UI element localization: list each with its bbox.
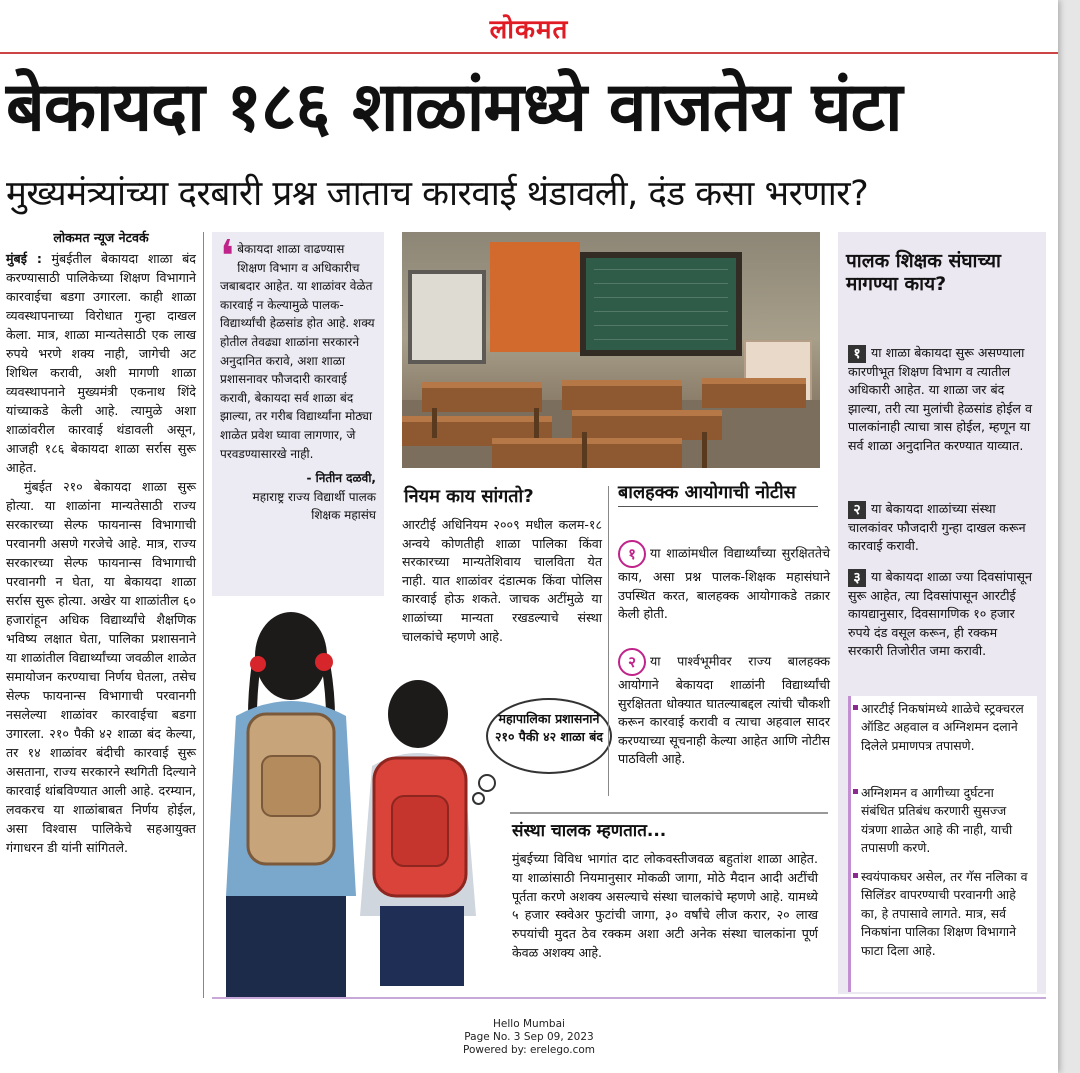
bullet-icon (853, 705, 858, 710)
classroom-desk (422, 382, 542, 412)
classroom-blackboard (580, 252, 742, 356)
headline: बेकायदा १८६ शाळांमध्ये वाजतेय घंटा (6, 68, 902, 147)
demands-title: पालक शिक्षक संघाच्या मागण्या काय? (846, 250, 1001, 295)
notice-item (618, 540, 830, 624)
column-divider (608, 486, 609, 796)
classroom-desk (562, 380, 682, 410)
notice-item (618, 648, 830, 769)
institutions-text: मुंबईच्या विविध भागांत दाट लोकवस्तीजवळ बहुतांश शाळा आहेत. या शाळांसाठी नियमानुसार मोकळी जागा, मोठे मैदान आदी अटींची पूर्तता करणे अशक्य असल्याचे संस्था चालकांचे म्हणणे आहे. यामध्ये ५ हजार स्क्वेअर फुटांची जागा, ३० वर्षांचे लीज करार, २० लाख रुपयांची मुदत ठेव रक्कम अशा अटी अनेक संस्था चालकांना पूर्ण केवळ अशक्य आहे. (512, 851, 818, 960)
article-body (6, 228, 196, 857)
demand-text: या बेकायदा शाळांच्या संस्था चालकांवर फौजदारी गुन्हा दाखल करून कारवाई करावी. (848, 501, 1026, 554)
classroom-window (408, 270, 486, 364)
quote-author: - नितीन दळवी, (306, 471, 376, 486)
dateline: मुंबई : (6, 251, 42, 266)
speech-bubble-tail (478, 774, 496, 792)
bullet-icon (853, 873, 858, 878)
footer-edition: Hello Mumbai (493, 1018, 565, 1030)
byline: लोकमत न्यूज नेटवर्क (53, 230, 149, 245)
rules-text: आरटीई अधिनियम २००९ मधील कलम-१८ अन्वये कोणतीही शाळा पालिका किंवा सरकारच्या मान्यतेशिवाय चालविता येत नाही. यात शाळांवर दंडात्मक किंवा पोलिस कारवाई होऊ शकते. जाचक अटींमुळे या शाळांच्या मान्यता रखडल्याचे संस्था चालकांचे म्हणणे आहे. (402, 517, 602, 644)
institutions-title: संस्था चालक म्हणतात... (512, 821, 667, 841)
checklist-item: स्वयंपाकघर असेल, तर गॅस नलिका व सिलिंडर वापरण्याची परवानगी आहे का, हे तपासावे लागते. मात्र, सर्व निकषांना पालिका शिक्षण विभागाने फाटा दिला आहे. (861, 868, 1031, 960)
checklist-item: आरटीई निकषांमध्ये शाळेचे स्ट्रक्चरल ऑडिट अहवाल व अग्निशमन दलाने दिलेले प्रमाणपत्र तपासणे. (861, 700, 1031, 755)
bottom-rule (212, 997, 1046, 999)
classroom-desk (702, 378, 806, 408)
demand-item (848, 344, 1036, 456)
quote-box (212, 232, 384, 596)
notice-title: बालहक्क आयोगाची नोटीस (618, 482, 818, 507)
classroom-desk (492, 438, 682, 468)
footer-page-date: Page No. 3 Sep 09, 2023 (464, 1031, 594, 1043)
notice-text: या शाळांमधील विद्यार्थ्यांच्या सुरक्षिततेचे काय, असा प्रश्न पालक-शिक्षक महासंघाने उपस्थित करत, बालहक्क आयोगाकडे तक्रार केली होती. (618, 545, 830, 622)
notice-number: २ (618, 648, 646, 676)
notice-text: या पार्श्वभूमीवर राज्य बालहक्क आयोगाने बेकायदा शाळांनी विद्यार्थ्यांची सुरक्षितता धोक्यात घातल्याबद्दल त्यांची चौकशी करून कारवाई करावी व त्याचा अहवाल सादर करण्याच्या सूचनाही केल्या आहेत आणि नोटीस पाठविली आहे. (618, 653, 830, 767)
section-rule (510, 812, 828, 814)
quote-designation: महाराष्ट्र राज्य विद्यार्थी पालक शिक्षक महासंघ (252, 489, 376, 523)
bullet-icon (853, 789, 858, 794)
notice-number: १ (618, 540, 646, 568)
demand-number: १ (848, 345, 866, 363)
demand-text: या शाळा बेकायदा सुरू असण्याला कारणीभूत शिक्षण विभाग व त्यातील अधिकारी आहेत. या शाळा जर बंद झाल्या, तरी त्या मुलांची हेळसांड होईल व पालकांनाही त्याचा त्रास होईल, म्हणून या सर्व शाळा अनुदानित करण्यात याव्यात. (848, 345, 1032, 453)
classroom-photo (402, 232, 820, 468)
demand-text: या बेकायदा शाळा ज्या दिवसांपासून सुरू आहेत, त्या दिवसांपासून आरटीई कायद्यानुसार, दिवसागणिक १० हजार रुपये दंड वसूल करून, ही रक्कम सरकारी तिजोरीत जमा करावी. (848, 569, 1033, 659)
speech-bubble: महापालिका प्रशासनाने २१० पैकी ४२ शाळा बंद (486, 698, 612, 774)
demand-item (848, 568, 1036, 661)
classroom-wall-poster (490, 242, 580, 352)
subheadline: मुख्यमंत्र्यांच्या दरबारी प्रश्न जाताच कारवाई थंडावली, दंड कसा भरणार? (6, 174, 869, 214)
demands-checklist (848, 696, 1037, 992)
demand-item (848, 500, 1036, 556)
masthead-logo: लोकमत (489, 15, 569, 45)
classroom-desk (572, 410, 722, 440)
body-paragraph-2: मुंबईत २१० बेकायदा शाळा सुरू होत्या. या शाळांना मान्यतेसाठी राज्य सरकारच्या सेल्फ फायनान्स विभागाची परवानगी असणे गरजेचे आहे. मात्र, राज्य सरकारच्या सेल्फ फायनान्स विभागाची परवानगी न घेता, या बेकायदा शाळा सर्रास सुरू होत्या. अखेर या शाळांतील ६० हजारांहून अधिक विद्यार्थ्यांचे शैक्षणिक भविष्य लक्षात घेता, पालिका प्रशासनाने या शाळांतील विद्यार्थ्यांच्या जवळील शाळेत समायोजन करण्याचा निर्णय घेतला, तसेच सेल्फ फायनान्स विभागाची परवानगी नसलेल्या शाळांवर कारवाईचा बडगा उगारला. २१० पैकी ४२ शाळा बंद केल्या, तर १४ शाळांवर बंदीची कारवाई सुरू असताना, राज्य सरकारने स्थगिती दिल्याने कारवाई थांबविण्यात आली आहे. दरम्यान, लवकरच या शाळांबाबत निर्णय होईल, असा विश्वास पालिकेचे सहआयुक्त गंगाधरन डी यांनी सांगितले. (6, 479, 196, 855)
body-paragraph-1: मुंबईतील बेकायदा शाळा बंद करण्यासाठी पालिकेच्या शिक्षण विभागाने कारवाईचा बडगा उगारला. काही शाळा व्यवस्थापनाच्या विरोधात गुन्हा दाखल केला. मात्र, शाळा मान्यतेसाठी एक लाख रुपये भरणे शक्य नाही, जागेची अट शिथिल करावी, अशी मागणी शाळा व्यवस्थापनाने मुख्यमंत्री एकनाथ शिंदे यांच्याकडे केली आहे. त्यामुळे अशा शाळांवरील कारवाई थंडावली असून, आजही १८६ बेकायदा शाळा सर्रास सुरू आहेत. (6, 251, 196, 475)
page-footer (0, 1018, 1058, 1057)
demand-number: ३ (848, 569, 866, 587)
quote-mark-icon: ❛ (220, 231, 235, 282)
footer-powered-link[interactable]: Powered by: erelego.com (462, 1044, 596, 1056)
checklist-item: अग्निशमन व आगीच्या दुर्घटना संबंधित प्रतिबंध करणारी सुसज्ज यंत्रणा शाळेत आहे की नाही, याची तपासणी करणे. (861, 784, 1031, 858)
children-backpack-photo (196, 606, 510, 998)
quote-text: बेकायदा शाळा वाढण्यास शिक्षण विभाग व अधिकारीच जबाबदार आहेत. या शाळांवर वेळेत कारवाई न केल्यामुळे पालक- विद्यार्थ्यांची हेळसांड होत आहे. शक्य होतील तेवढ्या शाळांना सरकारने अनुदानित करावे, अशा शाळा प्रशासनावर फौजदारी कारवाई करावी, बेकायदा सर्व शाळा बंद झाल्या, तर गरीब विद्यार्थ्यांना मोठ्या शाळेत प्रवेश घ्यावा लागणार, जे परवडण्यासारखे नाही. (220, 242, 375, 461)
masthead-rule (0, 52, 1058, 54)
rules-title: नियम काय सांगतो? (404, 486, 534, 507)
demand-number: २ (848, 501, 866, 519)
speech-bubble-tail (472, 792, 485, 805)
